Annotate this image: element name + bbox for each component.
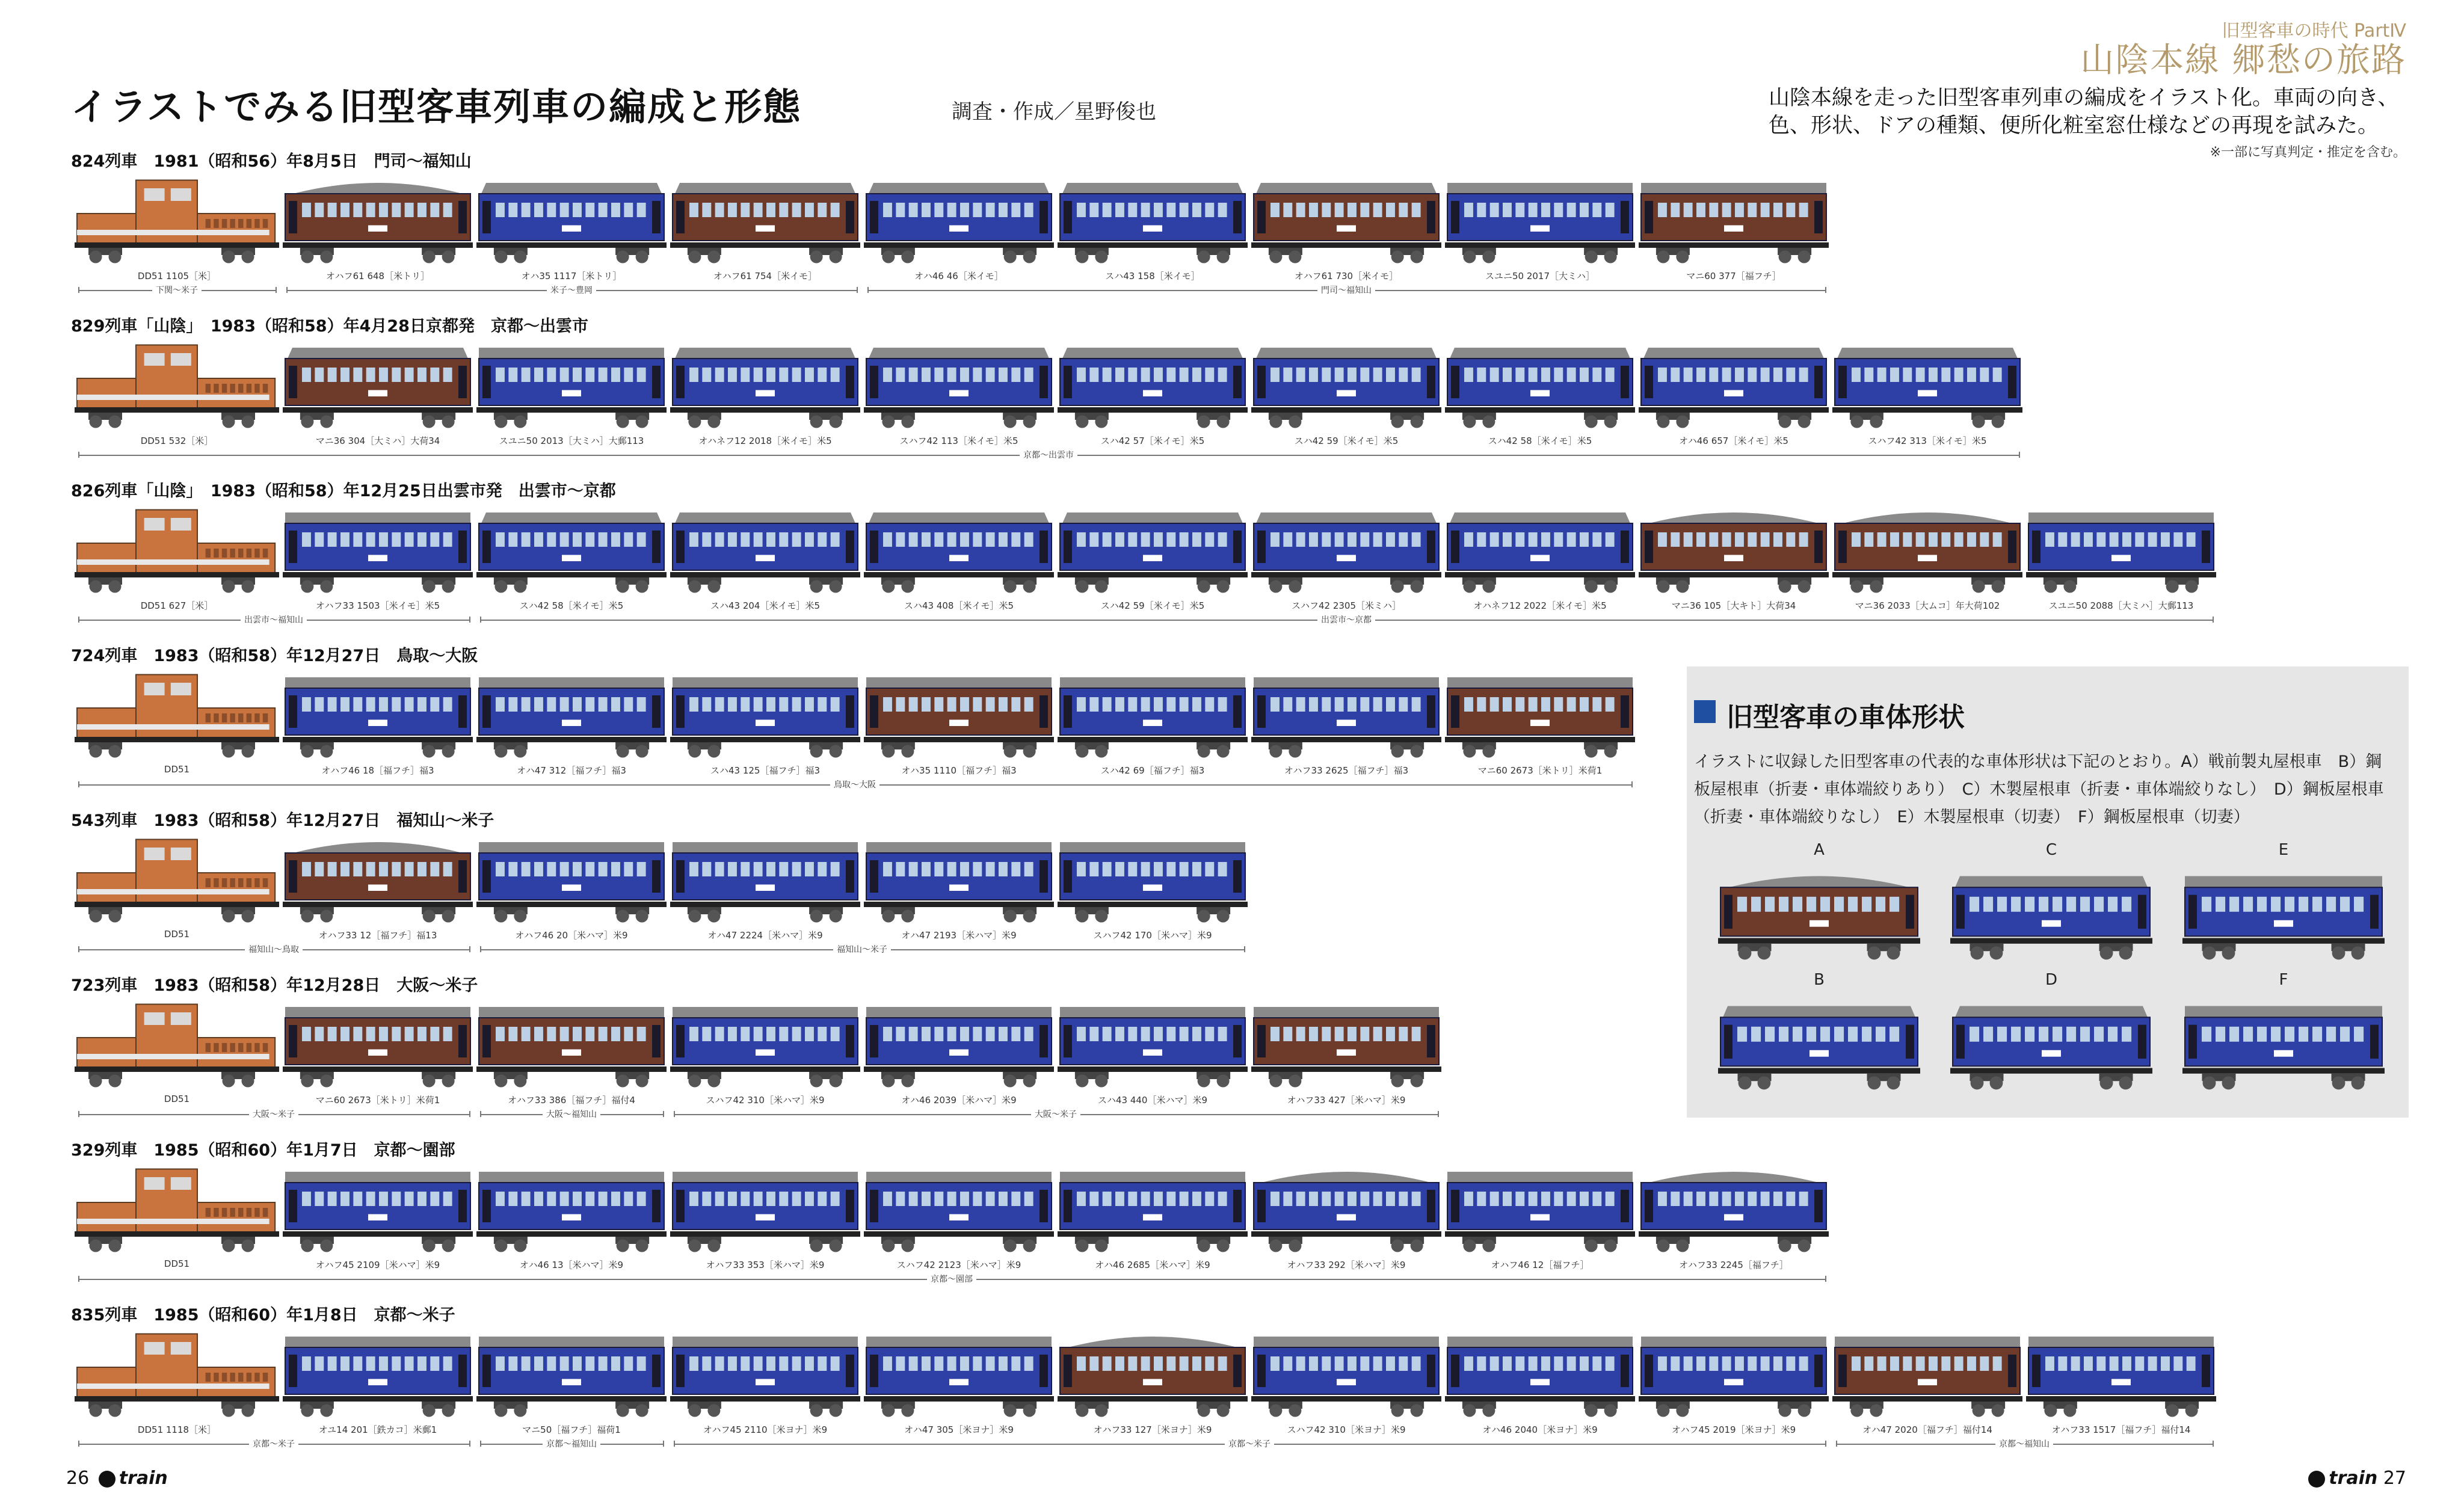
route-segment-tick bbox=[469, 617, 470, 623]
route-segment-tick bbox=[480, 1441, 481, 1447]
passenger-car bbox=[283, 1000, 473, 1092]
passenger-car bbox=[1639, 1329, 1829, 1422]
route-segment-label: 出雲市〜京都 bbox=[1317, 614, 1375, 626]
brand-name: train bbox=[119, 1468, 168, 1489]
intro-note: ※一部に写真判定・推定を含む。 bbox=[2210, 145, 2406, 160]
car-label: オハフ33 427［米ハマ］米9 bbox=[1287, 1095, 1406, 1106]
passenger-car bbox=[670, 1000, 860, 1092]
car-label: スハフ42 170［米ハマ］米9 bbox=[1093, 930, 1212, 941]
passenger-car bbox=[1251, 670, 1441, 763]
route-segment-tick bbox=[469, 1111, 470, 1117]
car-label: オハネフ12 2018［米イモ］米5 bbox=[698, 435, 832, 446]
route-segment-tick bbox=[78, 1111, 79, 1117]
passenger-car bbox=[1251, 1000, 1441, 1092]
route-segment-label: 京都〜米子 bbox=[249, 1438, 298, 1450]
passenger-car bbox=[1058, 1329, 1248, 1422]
car-label: スハ42 58［米イモ］米5 bbox=[519, 600, 624, 611]
shape-sample-car bbox=[1718, 869, 1920, 965]
passenger-car bbox=[864, 1329, 1054, 1422]
car-label: スユニ50 2013［大ミハ］大郵113 bbox=[499, 435, 644, 446]
train-title: 826列車「山陰」 1983（昭和58）年12月25日出雲市発 出雲市〜京都 bbox=[71, 482, 616, 500]
car-label: オハ47 312［福フチ］福3 bbox=[517, 765, 626, 776]
brand-logo-icon bbox=[99, 1471, 116, 1488]
page-number: 26 bbox=[66, 1468, 90, 1489]
route-segment-tick bbox=[1825, 1276, 1826, 1282]
train-title: 723列車 1983（昭和58）年12月28日 大阪〜米子 bbox=[71, 976, 478, 995]
passenger-car bbox=[864, 670, 1054, 763]
route-segment-label: 福知山〜米子 bbox=[833, 943, 891, 955]
car-label: スハフ42 310［米ハマ］米9 bbox=[706, 1095, 825, 1106]
passenger-car bbox=[476, 176, 667, 268]
locomotive bbox=[75, 1329, 279, 1422]
passenger-car bbox=[1058, 835, 1248, 928]
intro-text: 山陰本線を走った旧型客車列車の編成をイラスト化。車両の向き、色、形状、ドアの種類、便所化粧室窓仕様などの再現を試みた。 bbox=[1769, 86, 2399, 138]
route-segment-tick bbox=[78, 617, 79, 623]
passenger-car bbox=[283, 340, 473, 433]
passenger-car bbox=[1639, 1165, 1829, 1257]
car-label: スハ43 204［米イモ］米5 bbox=[710, 600, 821, 611]
train-title: 835列車 1985（昭和60）年1月8日 京都〜米子 bbox=[71, 1306, 455, 1325]
shape-letter: B bbox=[1814, 971, 1825, 989]
car-label: オハフ45 2109［米ハマ］米9 bbox=[315, 1260, 440, 1270]
car-label: オハフ33 2245［福フチ］ bbox=[1679, 1260, 1788, 1270]
passenger-car bbox=[283, 670, 473, 763]
passenger-car bbox=[670, 340, 860, 433]
route-segment-tick bbox=[78, 452, 79, 458]
passenger-car bbox=[1251, 340, 1441, 433]
car-label: オハフ33 386［福フチ］福付4 bbox=[508, 1095, 635, 1106]
route-segment-tick bbox=[469, 946, 470, 952]
route-segment-label: 京都〜出雲市 bbox=[1020, 449, 1077, 461]
route-segment-label: 大阪〜米子 bbox=[1031, 1108, 1080, 1120]
passenger-car bbox=[1639, 340, 1829, 433]
passenger-car bbox=[864, 1165, 1054, 1257]
car-label: オハ47 2193［米ハマ］米9 bbox=[901, 930, 1017, 941]
car-label: オハネフ12 2022［米イモ］米5 bbox=[1473, 600, 1607, 611]
body-shapes-title: 旧型客車の車体形状 bbox=[1726, 702, 1965, 733]
car-label: スユニ50 2017［大ミハ］ bbox=[1485, 271, 1595, 282]
passenger-car bbox=[864, 835, 1054, 928]
route-segment-label: 京都〜園部 bbox=[927, 1273, 976, 1285]
car-label: オハフ45 2110［米ヨナ］米9 bbox=[703, 1424, 828, 1435]
route-segment-tick bbox=[78, 1276, 79, 1282]
passenger-car bbox=[283, 1329, 473, 1422]
route-segment-tick bbox=[1825, 287, 1826, 293]
car-label: オハ47 2020［福フチ］福付14 bbox=[1862, 1424, 1992, 1435]
route-segment-tick bbox=[857, 287, 858, 293]
car-label: マニ60 2673［米トリ］米荷1 bbox=[1477, 765, 1603, 776]
car-label: オハフ33 1503［米イモ］米5 bbox=[315, 600, 440, 611]
passenger-car bbox=[283, 176, 473, 268]
route-segment-tick bbox=[276, 287, 277, 293]
locomotive bbox=[75, 1165, 279, 1257]
locomotive bbox=[75, 176, 279, 268]
passenger-car bbox=[1058, 505, 1248, 598]
car-label: オハ46 2039［米ハマ］米9 bbox=[901, 1095, 1017, 1106]
car-label: オハ46 2685［米ハマ］米9 bbox=[1095, 1260, 1210, 1270]
train-title: 543列車 1983（昭和58）年12月27日 福知山〜米子 bbox=[71, 811, 494, 830]
locomotive bbox=[75, 670, 279, 763]
shape-letter: F bbox=[2279, 971, 2288, 989]
page-number: 27 bbox=[2383, 1468, 2406, 1489]
route-segment-tick bbox=[674, 1111, 675, 1117]
route-segment-tick bbox=[2019, 452, 2020, 458]
route-segment-tick bbox=[663, 1441, 664, 1447]
passenger-car bbox=[1639, 505, 1829, 598]
car-label: スハフ42 2123［米ハマ］米9 bbox=[896, 1260, 1021, 1270]
route-segment-tick bbox=[1825, 1441, 1826, 1447]
car-label: DD51 627［米］ bbox=[140, 600, 214, 611]
passenger-car bbox=[1639, 176, 1829, 268]
route-segment-label: 福知山〜鳥取 bbox=[245, 943, 303, 955]
passenger-car bbox=[1445, 340, 1635, 433]
car-label: スユニ50 2088［大ミハ］大郵113 bbox=[2048, 600, 2194, 611]
series-title: 山陰本線 郷愁の旅路 bbox=[2080, 41, 2406, 80]
shape-sample-car bbox=[1950, 869, 2152, 965]
car-label: DD51 bbox=[164, 929, 190, 940]
route-segment-label: 下関〜米子 bbox=[152, 284, 202, 296]
passenger-car bbox=[476, 670, 667, 763]
route-segment-tick bbox=[78, 1441, 79, 1447]
route-segment-tick bbox=[78, 781, 79, 787]
passenger-car bbox=[1445, 1165, 1635, 1257]
route-segment-label: 出雲市〜福知山 bbox=[241, 614, 307, 626]
passenger-car bbox=[670, 1165, 860, 1257]
car-label: オハフ46 12［福フチ］ bbox=[1491, 1260, 1589, 1270]
car-label: スハ43 440［米ハマ］米9 bbox=[1097, 1095, 1208, 1106]
car-label: スハ42 59［米イモ］米5 bbox=[1294, 435, 1399, 446]
passenger-car bbox=[476, 505, 667, 598]
passenger-car bbox=[476, 1000, 667, 1092]
route-segment-tick bbox=[1244, 946, 1245, 952]
passenger-car bbox=[2026, 1329, 2216, 1422]
car-label: オハフ61 648［米トリ］ bbox=[325, 271, 430, 282]
byline: 調査・作成／星野俊也 bbox=[952, 100, 1156, 124]
passenger-car bbox=[283, 835, 473, 928]
car-label: スハフ42 2305［米ミハ］ bbox=[1291, 600, 1402, 611]
passenger-car bbox=[670, 670, 860, 763]
car-label: オハフ61 730［米イモ］ bbox=[1294, 271, 1399, 282]
car-label: スハフ42 313［米イモ］米5 bbox=[1868, 435, 1987, 446]
passenger-car bbox=[1445, 670, 1635, 763]
train-title: 829列車「山陰」 1983（昭和58）年4月28日京都発 京都〜出雲市 bbox=[71, 317, 588, 336]
series-label: 旧型客車の時代 PartⅣ bbox=[2222, 20, 2406, 42]
car-label: オハフ46 18［福フチ］福3 bbox=[321, 765, 434, 776]
passenger-car bbox=[1445, 176, 1635, 268]
route-segment-tick bbox=[1438, 1111, 1439, 1117]
route-segment-label: 京都〜福知山 bbox=[1995, 1438, 2053, 1450]
car-label: スハ43 125［福フチ］福3 bbox=[710, 765, 821, 776]
route-segment-tick bbox=[78, 287, 79, 293]
passenger-car bbox=[1832, 340, 2022, 433]
page-number-left bbox=[66, 1468, 168, 1489]
section-marker-icon bbox=[1694, 700, 1716, 723]
passenger-car bbox=[1058, 340, 1248, 433]
car-label: オユ14 201［鉄カコ］米郵1 bbox=[318, 1424, 437, 1435]
car-label: オハフ45 2019［米ヨナ］米9 bbox=[1671, 1424, 1796, 1435]
car-label: DD51 bbox=[164, 1258, 190, 1269]
car-label: オハ46 46［米イモ］ bbox=[914, 271, 1003, 282]
passenger-car bbox=[476, 1165, 667, 1257]
route-segment-tick bbox=[78, 946, 79, 952]
passenger-car bbox=[670, 835, 860, 928]
route-segment-tick bbox=[674, 1441, 675, 1447]
car-label: マニ50［福フチ］福荷1 bbox=[522, 1424, 621, 1435]
passenger-car bbox=[476, 835, 667, 928]
car-label: スハ43 158［米イモ］ bbox=[1105, 271, 1200, 282]
passenger-car bbox=[1058, 176, 1248, 268]
car-label: オハ47 305［米ヨナ］米9 bbox=[904, 1424, 1014, 1435]
shape-letter: D bbox=[2045, 971, 2058, 989]
passenger-car bbox=[1251, 1329, 1441, 1422]
car-label: マニ60 377［福フチ］ bbox=[1686, 271, 1781, 282]
car-label: オハフ33 12［福フチ］福13 bbox=[318, 930, 437, 941]
passenger-car bbox=[1058, 670, 1248, 763]
passenger-car bbox=[283, 505, 473, 598]
passenger-car bbox=[1445, 1329, 1635, 1422]
car-label: オハフ33 353［米ハマ］米9 bbox=[706, 1260, 825, 1270]
route-segment-label: 米子〜豊岡 bbox=[547, 284, 596, 296]
body-shapes-description: イラストに収録した旧型客車の代表的な車体形状は下記のとおり。A）戦前製丸屋根車 B）鋼板屋根車（折妻・車体端絞りあり） C）木製屋根車（折妻・車体端絞りなし） D）鋼板屋根車（折妻・車体端絞りなし） E）木製屋根車（切妻） F）鋼板屋根車（切妻） bbox=[1694, 752, 2384, 826]
car-label: オハフ61 754［米イモ］ bbox=[713, 271, 818, 282]
passenger-car bbox=[670, 505, 860, 598]
passenger-car bbox=[1251, 505, 1441, 598]
car-label: DD51 1118［米］ bbox=[137, 1424, 217, 1435]
locomotive bbox=[75, 340, 279, 433]
route-segment-tick bbox=[867, 287, 869, 293]
car-label: オハ35 1117［米トリ］ bbox=[521, 271, 622, 282]
car-label: DD51 1105［米］ bbox=[137, 271, 217, 282]
car-label: スハ42 57［米イモ］米5 bbox=[1100, 435, 1205, 446]
route-segment-tick bbox=[1836, 1441, 1837, 1447]
passenger-car bbox=[670, 176, 860, 268]
passenger-car bbox=[1251, 1165, 1441, 1257]
shape-letter: C bbox=[2045, 841, 2057, 859]
page-title: イラストでみる旧型客車列車の編成と形態 bbox=[71, 85, 802, 129]
shape-sample-car bbox=[1718, 999, 1920, 1095]
route-segment-label: 京都〜米子 bbox=[1225, 1438, 1274, 1450]
passenger-car bbox=[864, 505, 1054, 598]
route-segment-tick bbox=[286, 287, 288, 293]
car-label: DD51 bbox=[164, 1094, 190, 1104]
brand-logo-icon bbox=[2308, 1471, 2325, 1488]
car-label: スハ42 58［米イモ］米5 bbox=[1488, 435, 1592, 446]
locomotive bbox=[75, 1000, 279, 1092]
route-segment-label: 鳥取〜大阪 bbox=[830, 778, 879, 790]
route-segment-tick bbox=[480, 946, 481, 952]
passenger-car bbox=[864, 340, 1054, 433]
car-label: DD51 532［米］ bbox=[140, 435, 214, 446]
car-label: オハフ33 127［米ヨナ］米9 bbox=[1093, 1424, 1212, 1435]
passenger-car bbox=[1251, 176, 1441, 268]
car-label: マニ36 105［大キト］大荷34 bbox=[1671, 600, 1796, 611]
car-label: オハ46 657［米イモ］米5 bbox=[1679, 435, 1788, 446]
passenger-car bbox=[1445, 505, 1635, 598]
car-label: オハ46 13［米ハマ］米9 bbox=[519, 1260, 624, 1270]
shape-sample-car bbox=[2182, 999, 2385, 1095]
car-label: スハ42 69［福フチ］福3 bbox=[1100, 765, 1205, 776]
brand-name: train bbox=[2329, 1468, 2378, 1489]
route-segment-label: 大阪〜福知山 bbox=[543, 1108, 600, 1120]
car-label: オハフ46 20［米ハマ］米9 bbox=[515, 930, 628, 941]
passenger-car bbox=[1832, 505, 2022, 598]
passenger-car bbox=[476, 340, 667, 433]
car-label: スハ42 59［米イモ］米5 bbox=[1100, 600, 1205, 611]
route-segment-label: 門司〜福知山 bbox=[1317, 284, 1375, 296]
passenger-car bbox=[864, 1000, 1054, 1092]
route-segment-tick bbox=[2213, 1441, 2214, 1447]
car-label: オハフ33 292［米ハマ］米9 bbox=[1287, 1260, 1406, 1270]
train-title: 724列車 1983（昭和58）年12月27日 鳥取〜大阪 bbox=[71, 647, 478, 665]
route-segment-tick bbox=[480, 617, 481, 623]
car-label: マニ60 2673［米トリ］米荷1 bbox=[315, 1095, 440, 1106]
car-label: DD51 bbox=[164, 764, 190, 775]
car-label: スハフ42 310［米ヨナ］米9 bbox=[1287, 1424, 1406, 1435]
car-label: オハフ33 2625［福フチ］福3 bbox=[1284, 765, 1409, 776]
route-segment-tick bbox=[1631, 781, 1633, 787]
shape-sample-car bbox=[2182, 869, 2385, 965]
page-number-right bbox=[2305, 1468, 2406, 1489]
train-title: 329列車 1985（昭和60）年1月7日 京都〜園部 bbox=[71, 1141, 455, 1160]
passenger-car bbox=[283, 1165, 473, 1257]
car-label: オハ46 2040［米ヨナ］米9 bbox=[1482, 1424, 1598, 1435]
passenger-car bbox=[864, 176, 1054, 268]
train-title: 824列車 1981（昭和56）年8月5日 門司〜福知山 bbox=[71, 152, 472, 171]
passenger-car bbox=[1058, 1165, 1248, 1257]
route-segment-tick bbox=[663, 1111, 664, 1117]
car-label: スハ43 408［米イモ］米5 bbox=[904, 600, 1014, 611]
route-segment-tick bbox=[480, 1111, 481, 1117]
shape-sample-car bbox=[1950, 999, 2152, 1095]
route-segment-label: 大阪〜米子 bbox=[249, 1108, 298, 1120]
locomotive bbox=[75, 505, 279, 598]
passenger-car bbox=[1832, 1329, 2022, 1422]
passenger-car bbox=[670, 1329, 860, 1422]
route-segment-tick bbox=[2213, 617, 2214, 623]
shape-letter: A bbox=[1814, 841, 1825, 859]
route-segment-tick bbox=[469, 1441, 470, 1447]
car-label: オハフ33 1517［福フチ］福付14 bbox=[2051, 1424, 2191, 1435]
car-label: マニ36 304［大ミハ］大荷34 bbox=[315, 435, 440, 446]
route-segment-label: 京都〜福知山 bbox=[543, 1438, 600, 1450]
passenger-car bbox=[1058, 1000, 1248, 1092]
car-label: オハ35 1110［福フチ］福3 bbox=[901, 765, 1017, 776]
locomotive bbox=[75, 835, 279, 928]
passenger-car bbox=[476, 1329, 667, 1422]
shape-letter: E bbox=[2278, 841, 2289, 859]
passenger-car bbox=[2026, 505, 2216, 598]
car-label: マニ36 2033［大ムコ］年大荷102 bbox=[1855, 600, 2000, 611]
car-label: スハフ42 113［米イモ］米5 bbox=[899, 435, 1018, 446]
car-label: オハ47 2224［米ハマ］米9 bbox=[707, 930, 823, 941]
